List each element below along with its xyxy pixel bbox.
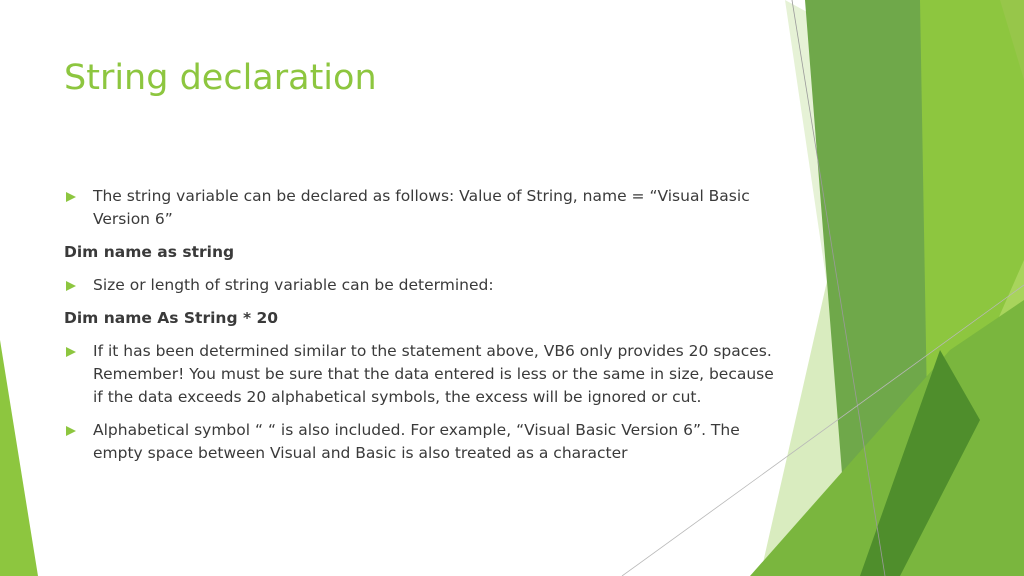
deco-left-strip	[0, 340, 38, 576]
code-line: Dim name As String * 20	[64, 309, 279, 327]
bullet-text: Alphabetical symbol “ “ is also included. For example, “Visual Basic Version 6”. The empty space between Visual and Basic is also treated as a character	[93, 421, 740, 462]
slide-body	[64, 185, 774, 475]
bullet-item	[64, 419, 774, 465]
bullet-item	[64, 274, 774, 297]
code-line: Dim name as string	[64, 243, 235, 261]
triangle-right-icon	[66, 426, 76, 436]
triangle-right-icon	[66, 192, 76, 202]
bullet-text: If it has been determined similar to the statement above, VB6 only provides 20 spaces. Remember! You must be sure that the data entered is less or the same in size, because if the data exceeds 20 alphabetical symbols, the excess will be ignored or cut.	[93, 342, 774, 406]
triangle-right-icon	[66, 281, 76, 291]
bullet-text: The string variable can be declared as follows: Value of String, name = “Visual Basic Version 6”	[93, 187, 750, 228]
bullet-item	[64, 340, 774, 409]
bullet-item	[64, 185, 774, 231]
bullet-text: Size or length of string variable can be determined:	[93, 276, 494, 294]
triangle-right-icon	[66, 347, 76, 357]
slide-title: String declaration	[64, 58, 377, 98]
